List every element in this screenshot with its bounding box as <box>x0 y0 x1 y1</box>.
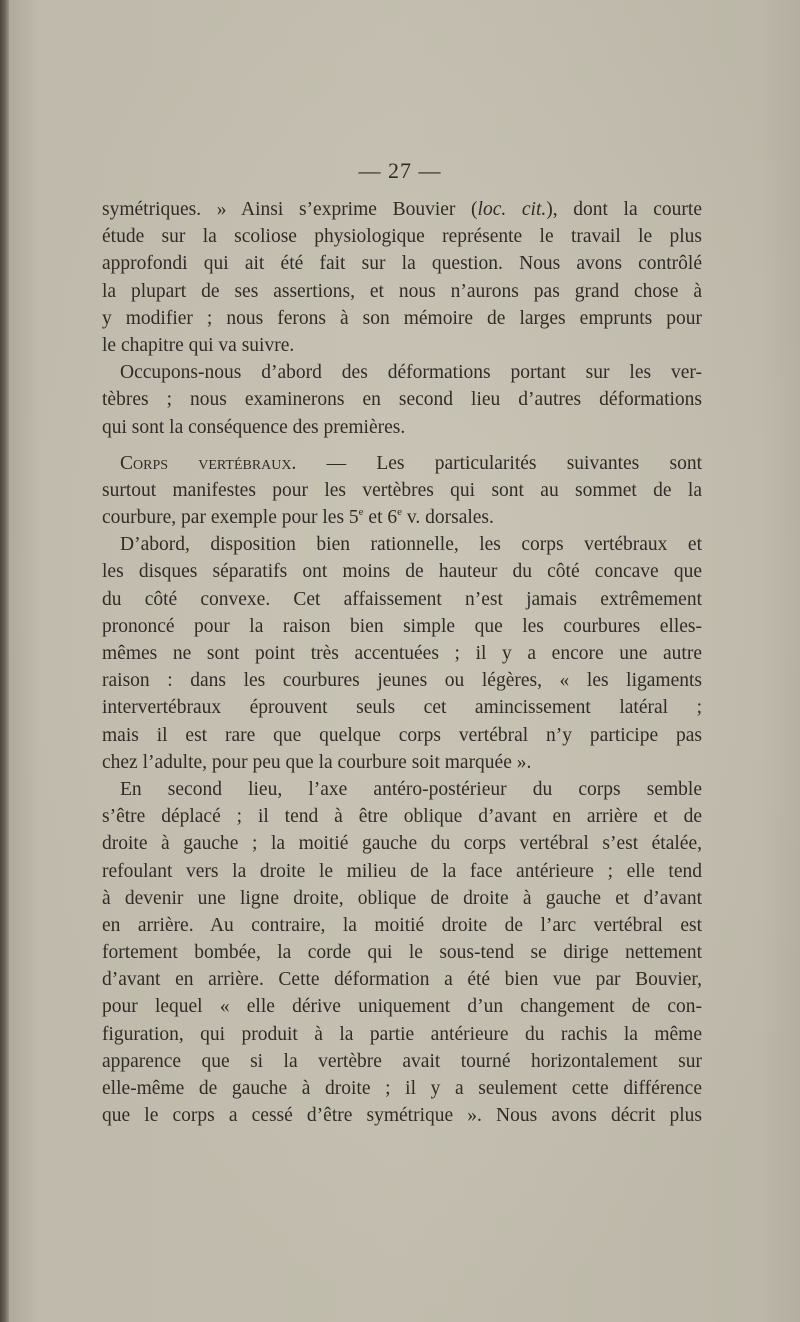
text-line: tèbres ; nous examinerons en second lieu d’autres déformations <box>102 389 702 411</box>
text-fragment: v. dorsales. <box>402 507 494 529</box>
text-line <box>102 504 702 531</box>
text-line: mêmes ne sont point très accentuées ; il y a encore une autre <box>102 643 702 664</box>
text-line: du côté convexe. Cet affaissement n’est jamais extrêmement <box>102 588 702 610</box>
paragraph-4 <box>102 531 702 776</box>
text-line: En second lieu, l’axe antéro-postérieur du corps semble <box>120 778 702 800</box>
text-line <box>102 196 702 223</box>
text-line: surtout manifestes pour les vertèbres qui sont au sommet de la <box>102 479 702 501</box>
book-binding-edge <box>0 0 9 1322</box>
superscript: e <box>397 505 403 518</box>
paragraph-gap <box>102 441 702 450</box>
text-line: D’abord, disposition bien rationnelle, les corps vertébraux et <box>120 534 702 556</box>
text-line: la plupart de ses assertions, et nous n’aurons pas grand chose à <box>102 280 702 302</box>
text-line <box>102 450 702 477</box>
paragraph-3 <box>102 450 702 532</box>
text-line: pour lequel « elle dérive uniquement d’un changement de con- <box>102 996 702 1018</box>
text-line: les disques séparatifs ont moins de hauteur du côté concave que <box>102 561 702 583</box>
text-line: droite à gauche ; la moitié gauche du corps vertébral s’est étalée, <box>102 833 702 855</box>
text-fragment: symétriques. » Ainsi s’exprime Bouvier ( <box>102 199 478 220</box>
text-line: fortement bombée, la corde qui le sous-tend se dirige nettement <box>102 942 702 964</box>
text-line: étude sur la scoliose physiologique représente le travail le plus <box>102 226 702 248</box>
paragraph-2 <box>102 359 702 441</box>
text-fragment: courbure, par exemple pour les 5 <box>102 507 359 529</box>
text-line: mais il est rare que quelque corps vertébral n’y participe pas <box>102 724 702 746</box>
text-line: que le corps a cessé d’être symétrique ». Nous avons décrit plus <box>102 1105 702 1127</box>
text-line: approfondi qui ait été fait sur la question. Nous avons contrôlé <box>102 253 702 275</box>
text-line: Occupons-nous d’abord des déformations portant sur les ver- <box>120 362 702 384</box>
text-line: d’avant en arrière. Cette déformation a été bien vue par Bouvier, <box>102 969 702 991</box>
text-line: le chapitre qui va suivre. <box>102 334 295 356</box>
body-text <box>102 196 702 1129</box>
text-line: en arrière. Au contraire, la moitié droite de l’arc vertébral est <box>102 914 702 936</box>
text-line: prononcé pour la raison bien simple que les courbures elles- <box>102 615 702 637</box>
text-line: à devenir une ligne droite, oblique de droite à gauche et d’avant <box>102 887 702 909</box>
text-fragment: et 6 <box>363 507 398 529</box>
text-line: apparence que si la vertèbre avait tourné horizontalement sur <box>102 1050 702 1072</box>
text-line: figuration, qui produit à la partie antérieure du rachis la même <box>102 1023 702 1045</box>
section-heading: Corps vertébraux. <box>120 452 297 474</box>
text-line: refoulant vers la droite le milieu de la face antérieure ; elle tend <box>102 860 702 882</box>
text-line: y modifier ; nous ferons à son mémoire de larges emprunts pour <box>102 307 702 329</box>
page-number: — 27 — <box>358 158 442 183</box>
text-line: elle-même de gauche à droite ; il y a seulement cette différence <box>102 1078 702 1099</box>
paragraph-1 <box>102 196 702 359</box>
text-line: raison : dans les courbures jeunes ou légères, « les ligaments <box>102 670 702 692</box>
superscript: e <box>358 505 364 518</box>
text-line: chez l’adulte, pour peu que la courbure soit marquée ». <box>102 751 532 773</box>
text-line: intervertébraux éprouvent seuls cet amincissement latéral ; <box>102 697 702 719</box>
text-line: s’être déplacé ; il tend à être oblique d’avant en arrière et de <box>102 806 702 828</box>
text-fragment: ), dont la courte <box>546 199 702 220</box>
text-line: qui sont la conséquence des premières. <box>102 416 406 438</box>
italic-citation: loc. cit. <box>477 199 547 220</box>
text-fragment: — Les particularités suivantes sont <box>326 452 702 474</box>
paragraph-5 <box>102 776 702 1129</box>
